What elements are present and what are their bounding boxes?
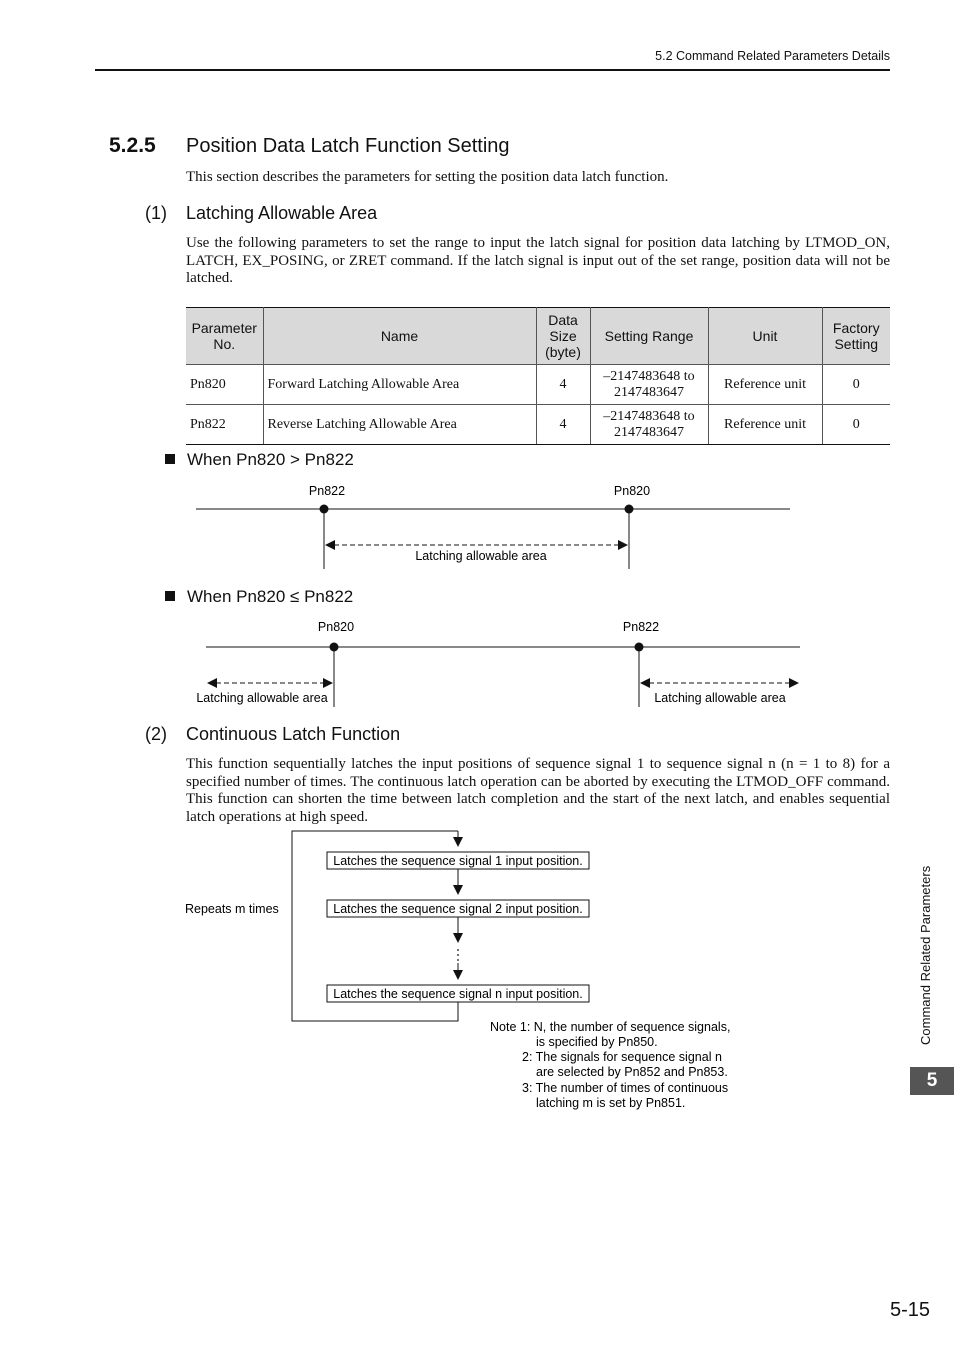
note-line: 2: The signals for sequence signal n	[522, 1050, 722, 1064]
cell-factory: 0	[822, 405, 890, 445]
range-line-1: –2147483648 to	[603, 368, 695, 384]
note-line: 3: The number of times of continuous	[522, 1081, 729, 1095]
label-latch-area: Latching allowable area	[415, 549, 547, 563]
cell-size: 4	[536, 405, 590, 445]
subsection-2-title: Continuous Latch Function	[186, 724, 401, 744]
section-number: 5.2.5	[109, 134, 156, 157]
bullet-square-icon	[165, 591, 175, 601]
cell-factory: 0	[822, 365, 890, 405]
flow-box-2-label: Latches the sequence signal 2 input position.	[333, 902, 583, 916]
range-line-2: 2147483647	[614, 384, 684, 400]
cell-unit: Reference unit	[708, 365, 822, 405]
flow-box-n-label: Latches the sequence signal n input position.	[333, 987, 583, 1001]
cell-param: Pn820	[186, 365, 263, 405]
cell-param: Pn822	[186, 405, 263, 445]
header-name: Name	[263, 308, 536, 365]
cell-name: Reverse Latching Allowable Area	[263, 405, 536, 445]
header-factory-setting: Factory Setting	[822, 308, 890, 365]
note-line: are selected by Pn852 and Pn853.	[536, 1065, 728, 1079]
label-latch-area-right: Latching allowable area	[654, 691, 786, 705]
running-header: 5.2 Command Related Parameters Details	[655, 49, 890, 63]
label-pn820: Pn820	[613, 484, 651, 498]
ellipsis-dot	[457, 959, 459, 961]
label-pn820: Pn820	[317, 620, 355, 634]
range-line-2: 2147483647	[614, 424, 684, 440]
pn822-point	[320, 505, 329, 514]
header-setting-range: Setting Range	[590, 308, 708, 365]
pn820-point	[625, 505, 634, 514]
pn822-point	[635, 643, 644, 652]
repeat-label: Repeats m times	[185, 902, 279, 916]
range-line-1: –2147483648 to	[603, 408, 695, 424]
case-2-heading	[165, 587, 353, 607]
subsection-1-text: Use the following parameters to set the range to input the latch signal for position data latching by LTMOD_ON, LATCH, EX_POSING, or ZRET command. If the latch signal is input out of the set range, position data will not be latched.	[186, 235, 890, 286]
note-line: latching m is set by Pn851.	[536, 1096, 686, 1110]
ellipsis-dot	[457, 949, 459, 951]
subsection-2-number: (2)	[145, 724, 167, 744]
cell-unit: Reference unit	[708, 405, 822, 445]
section-title: Position Data Latch Function Setting	[186, 135, 510, 157]
case-2-heading-text: When Pn820 ≤ Pn822	[187, 587, 354, 606]
header-parameter-no: Parameter No.	[186, 308, 263, 365]
label-pn822: Pn822	[308, 484, 346, 498]
subsection-1-title: Latching Allowable Area	[186, 203, 378, 223]
header-data-size: Data Size (byte)	[536, 308, 590, 365]
note-line: Note 1: N, the number of sequence signals,	[490, 1020, 731, 1034]
subsection-1-number: (1)	[145, 203, 167, 223]
header-unit: Unit	[708, 308, 822, 365]
flow-box-1-label: Latches the sequence signal 1 input position.	[333, 854, 583, 868]
cell-size: 4	[536, 365, 590, 405]
subsection-2-text: This function sequentially latches the input positions of sequence signal 1 to sequence signal n (n = 1 to 8) for a specified number of times. The continuous latch operation can be aborted by executing the LTMOD_OFF command. This function can shorten the time between latch completion and the start of the next latch, and enables sequential latch operations at high speed.	[186, 756, 890, 825]
case-1-heading-text: When Pn820 > Pn822	[187, 450, 354, 469]
chapter-side-title: Command Related Parameters	[918, 865, 933, 1045]
ellipsis-dot	[457, 954, 459, 956]
section-intro: This section describes the parameters for setting the position data latch function.	[186, 169, 669, 185]
note-line: is specified by Pn850.	[536, 1035, 658, 1049]
cell-name: Forward Latching Allowable Area	[263, 365, 536, 405]
page-number: 5-15	[890, 1299, 931, 1321]
label-pn822: Pn822	[622, 620, 660, 634]
pn820-point	[330, 643, 339, 652]
label-latch-area-left: Latching allowable area	[196, 691, 328, 705]
chapter-tab: 5	[910, 1067, 954, 1095]
